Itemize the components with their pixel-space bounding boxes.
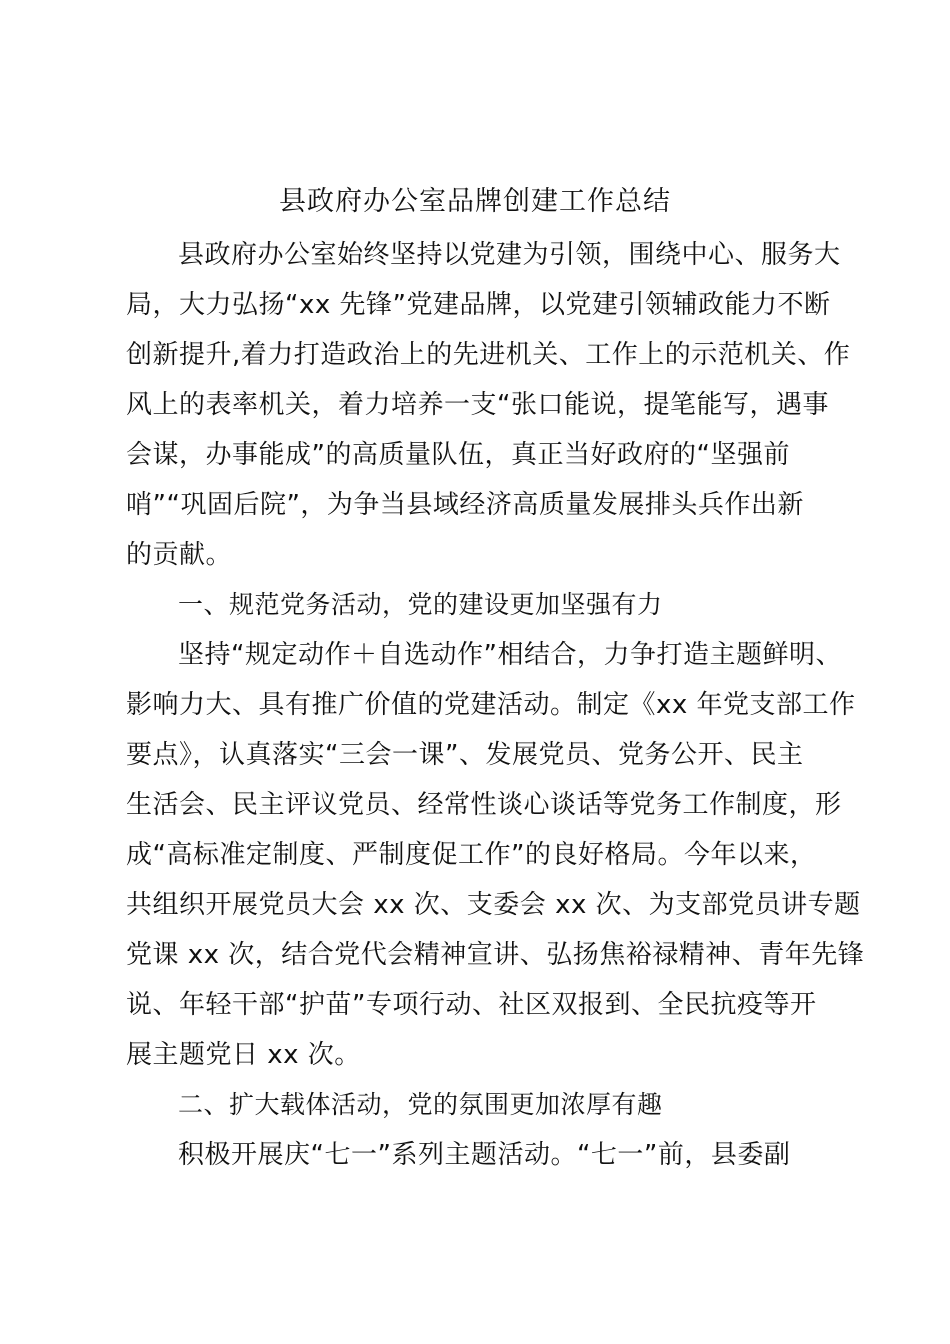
paragraph-1-line-1: 县政府办公室始终坚持以党建为引领，围绕中心、服务大 [178,240,841,270]
paragraph-1-line-3: 创新提升,着力打造政治上的先进机关、工作上的示范机关、作 [126,340,851,370]
paragraph-1-line-2: 局，大力弘扬“xx 先锋”党建品牌，以党建引领辅政能力不断 [126,290,831,320]
section-heading-1: 一、规范党务活动，党的建设更加坚强有力 [178,590,663,619]
paragraph-2-line-6: 共组织开展党员大会 xx 次、支委会 xx 次、为支部党员讲专题 [126,890,861,920]
paragraph-2-line-1: 坚持“规定动作＋自选动作”相结合，力争打造主题鲜明、 [178,640,842,670]
paragraph-2-line-4: 生活会、民主评议党员、经常性谈心谈话等党务工作制度，形 [126,790,842,820]
paragraph-2-line-5: 成“高标准定制度、严制度促工作”的良好格局。今年以来， [126,840,817,870]
paragraph-1-line-6: 哨”“巩固后院”，为争当县域经济高质量发展排头兵作出新 [126,490,804,520]
paragraph-2-line-8: 说、年轻干部“护苗”专项行动、社区双报到、全民抗疫等开 [126,990,817,1020]
paragraph-2-line-2: 影响力大、具有推广价值的党建活动。制定《xx 年党支部工作 [126,690,856,720]
paragraph-2-line-7: 党课 xx 次，结合党代会精神宣讲、弘扬焦裕禄精神、青年先锋 [126,940,865,970]
paragraph-2-line-3: 要点》，认真落实“三会一课”、发展党员、党务公开、民主 [126,740,804,770]
paragraph-1-line-4: 风上的表率机关，着力培养一支“张口能说，提笔能写，遇事 [126,390,829,420]
paragraph-1-line-5: 会谋，办事能成”的高质量队伍，真正当好政府的“坚强前 [126,440,790,470]
section-heading-2: 二、扩大载体活动，党的氛围更加浓厚有趣 [178,1090,663,1119]
paragraph-3-line-1: 积极开展庆“七一”系列主题活动。“七一”前，县委副 [178,1140,791,1170]
paragraph-2-line-9: 展主题党日 xx 次。 [126,1040,361,1070]
paragraph-1-line-7: 的贡献。 [126,540,233,570]
document-title: 县政府办公室品牌创建工作总结 [279,186,671,217]
